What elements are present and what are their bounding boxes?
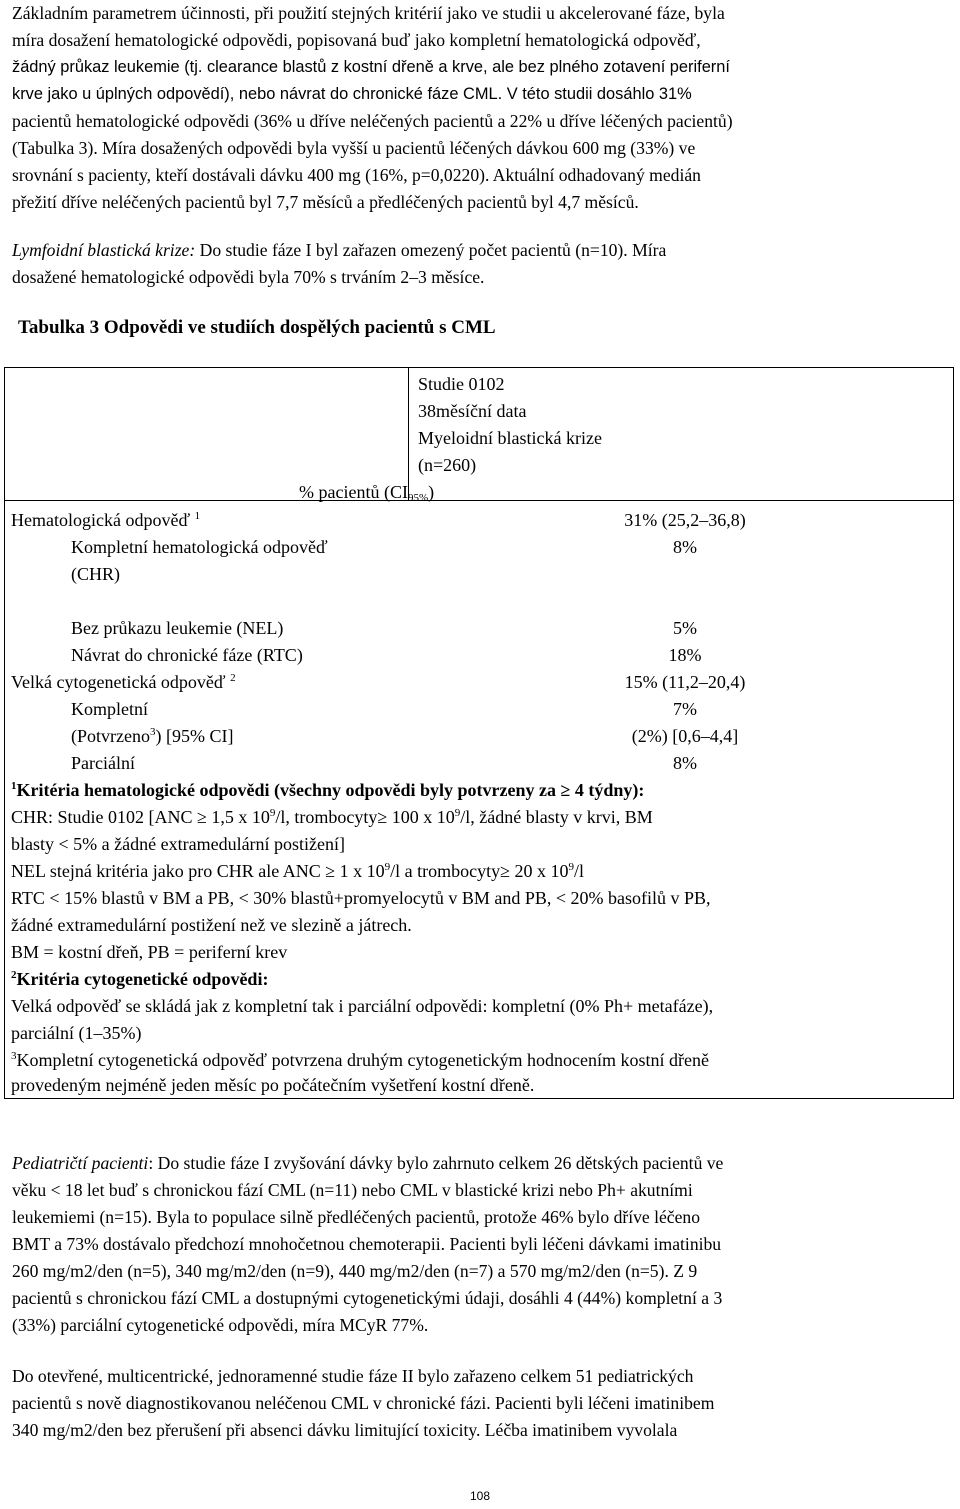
header-study: Studie 0102	[418, 374, 505, 394]
row-confirmed-text-2: ) [95% CI]	[155, 726, 234, 746]
row-nel-label: Bez průkazu leukemie (NEL)	[71, 618, 284, 638]
pediatric-paragraph	[12, 1150, 952, 1339]
footnote-bm: BM = kostní dřeň, PB = periferní krev	[11, 942, 288, 962]
pediatric-label: Pediatričtí pacienti	[12, 1153, 149, 1173]
row-hema-text: Hematologická odpověď	[11, 510, 191, 530]
row-cyto-value: 15% (11,2–20,4)	[624, 672, 746, 692]
row-confirmed-text: (Potvrzeno	[71, 726, 150, 746]
footnote-1-heading	[11, 777, 644, 804]
footnote-rtc-2: žádné extramedulární postižení než ve slezině a játrech.	[11, 915, 412, 935]
row-complete-label: Kompletní	[71, 699, 148, 719]
row-chr-value: 8%	[673, 537, 697, 557]
header-percent-sub: 95%	[407, 492, 429, 504]
footnote-1-sup: 1	[11, 780, 17, 792]
text-line: srovnání s pacienty, kteří dostávali dávku 400 mg (16%, p=0,0220). Aktuální odhadovaný medián	[12, 165, 701, 185]
row-hema-sup: 1	[194, 510, 201, 522]
row-confirmed-sup: 3	[149, 726, 156, 738]
pediatric-text: : Do studie fáze I zvyšování dávky bylo zahrnuto celkem 26 dětských pacientů ve	[148, 1153, 724, 1173]
header-phase: Myeloidní blastická krize	[418, 428, 602, 448]
header-percent	[299, 479, 434, 506]
text-line: BMT a 73% dostávalo předchozí mnohočetnou chemoterapii. Pacienti byli léčeni dávkami imatinibu	[12, 1234, 722, 1254]
footnote-3-text: Kompletní cytogenetická odpověď potvrzena druhým cytogenetickým hodnocením kostní dřeně	[16, 1050, 709, 1070]
lymphoid-paragraph	[12, 237, 952, 291]
footnote-1-text: Kritéria hematologické odpovědi (všechny odpovědi byly potvrzeny za ≥ 4 týdny):	[16, 780, 645, 800]
text-line: 260 mg/m2/den (n=5), 340 mg/m2/den (n=9), 440 mg/m2/den (n=7) a 570 mg/m2/den (n=5). Z 9	[12, 1261, 698, 1281]
row-cyto-text: Velká cytogenetická odpověď	[11, 672, 226, 692]
row-hema-value: 31% (25,2–36,8)	[624, 510, 746, 530]
text-line: Základním parametrem účinnosti, při použití stejných kritérií jako ve studii u akcelerované fáze, byla	[12, 3, 725, 23]
row-rtc-label: Návrat do chronické fáze (RTC)	[71, 645, 303, 665]
text-line	[12, 237, 952, 264]
footnote-2-heading	[11, 966, 268, 993]
text-line: žádný průkaz leukemie (tj. clearance blastů z kostní dřeně a krve, ale bez plného zotavení periferní	[12, 58, 730, 76]
footnote-nel-exp-2: 9	[568, 861, 574, 873]
lymphoid-label: Lymfoidní blastická krize:	[12, 240, 196, 260]
row-hema-label	[11, 507, 200, 534]
footnote-chr-text-2: /l, trombocyty≥ 100 x 10	[275, 807, 455, 827]
footnote-nel-text-2: /l a trombocyty≥ 20 x 10	[390, 861, 569, 881]
phase2-paragraph	[12, 1363, 952, 1444]
text-line: přežití dříve neléčených pacientů byl 7,7 měsíců a předléčených pacientů byl 4,7 měsíců.	[12, 192, 639, 212]
row-chr-label: Kompletní hematologická odpověď	[71, 537, 328, 557]
row-partial-label: Parciální	[71, 753, 135, 773]
header-n: (n=260)	[418, 455, 477, 475]
results-table	[4, 367, 954, 1099]
footnote-cyto-2: parciální (1–35%)	[11, 1023, 142, 1043]
text-line: 340 mg/m2/den bez přerušení při absenci dávku limitující toxicity. Léčba imatinibem vyvolala	[12, 1420, 678, 1440]
text-line: pacientů s chronickou fází CML a dostupnými cytogenetickými údaji, dosáhli 4 (44%) kompletní a 3	[12, 1288, 723, 1308]
row-partial-value: 8%	[673, 753, 697, 773]
footnote-chr-exp: 9	[269, 807, 276, 819]
lymphoid-text: Do studie fáze I byl zařazen omezený počet pacientů (n=10). Míra	[195, 240, 667, 260]
footnote-nel	[11, 858, 584, 885]
text-line: pacientů s nově diagnostikovanou neléčenou CML v chronické fázi. Pacienti byli léčeni imatinibem	[12, 1393, 715, 1413]
footnote-rtc: RTC < 15% blastů v BM a PB, < 30% blastů+promyelocytů v BM and PB, < 20% basofilů v PB,	[11, 888, 711, 908]
footnote-nel-text-3: /l	[574, 861, 585, 881]
header-percent-close: )	[428, 482, 435, 502]
footnote-chr-text-3: /l, žádné blasty v krvi, BM	[460, 807, 653, 827]
footnote-nel-text: NEL stejná kritéria jako pro CHR ale ANC ≥ 1 x 10	[11, 861, 385, 881]
text-line: krve jako u úplných odpovědí), nebo návrat do chronické fáze CML. V této studii dosáhlo 31%	[12, 85, 692, 103]
footnote-chr-exp-2: 9	[454, 807, 461, 819]
footnote-cyto: Velká odpověď se skládá jak z kompletní tak i parciální odpovědi: kompletní (0% Ph+ metafáze),	[11, 996, 714, 1016]
footnote-nel-exp: 9	[384, 861, 391, 873]
footnote-chr-text: CHR: Studie 0102 [ANC ≥ 1,5 x 10	[11, 807, 270, 827]
row-chr-label-2: (CHR)	[71, 564, 120, 584]
header-percent-text: % pacientů (CI	[299, 482, 408, 502]
text-line: Do otevřené, multicentrické, jednoramenné studie fáze II bylo zařazeno celkem 51 pediatrických	[12, 1366, 694, 1386]
footnote-3-2: provedeným nejméně jeden měsíc po počátečním vyšetření kostní dřeně.	[11, 1075, 535, 1095]
text-line: míra dosažení hematologické odpovědi, popisovaná buď jako kompletní hematologická odpověď,	[12, 30, 701, 50]
text-line	[12, 1150, 952, 1177]
row-rtc-value: 18%	[668, 645, 702, 665]
text-line: pacientů hematologické odpovědi (36% u dříve neléčených pacientů a 22% u dříve léčených pacientů)	[12, 111, 733, 131]
footnote-chr	[11, 804, 653, 831]
table-title: Tabulka 3 Odpovědi ve studiích dospělých pacientů s CML	[18, 317, 496, 338]
header-divider-horizontal	[5, 500, 953, 501]
text-line: (Tabulka 3). Míra dosažených odpovědi byla vyšší u pacientů léčených dávkou 600 mg (33%) ve	[12, 138, 696, 158]
text-line: leukemiemi (n=15). Byla to populace silně předléčených pacientů, protože 46% bylo dříve léčeno	[12, 1207, 701, 1227]
text-line: dosažené hematologické odpovědi byla 70% s trváním 2–3 měsíce.	[12, 267, 485, 287]
text-line: (33%) parciální cytogenetické odpovědi, míra MCyR 77%.	[12, 1315, 429, 1335]
row-complete-value: 7%	[673, 699, 697, 719]
row-cyto-label	[11, 669, 236, 696]
footnote-3-sup: 3	[11, 1050, 17, 1062]
row-confirmed-label	[71, 723, 233, 750]
page-number: 108	[469, 1489, 491, 1503]
footnote-2-text: Kritéria cytogenetické odpovědi:	[16, 969, 269, 989]
header-months: 38měsíční data	[418, 401, 527, 421]
intro-paragraph	[12, 0, 952, 216]
footnote-chr-2: blasty < 5% a žádné extramedulární postižení]	[11, 834, 346, 854]
footnote-2-sup: 2	[11, 969, 17, 981]
row-nel-value: 5%	[673, 618, 697, 638]
text-line: věku < 18 let buď s chronickou fází CML (n=11) nebo CML v blastické krizi nebo Ph+ akutními	[12, 1180, 693, 1200]
footnote-3	[11, 1047, 709, 1074]
row-confirmed-value: (2%) [0,6–4,4]	[631, 726, 739, 746]
row-cyto-sup: 2	[230, 672, 236, 684]
